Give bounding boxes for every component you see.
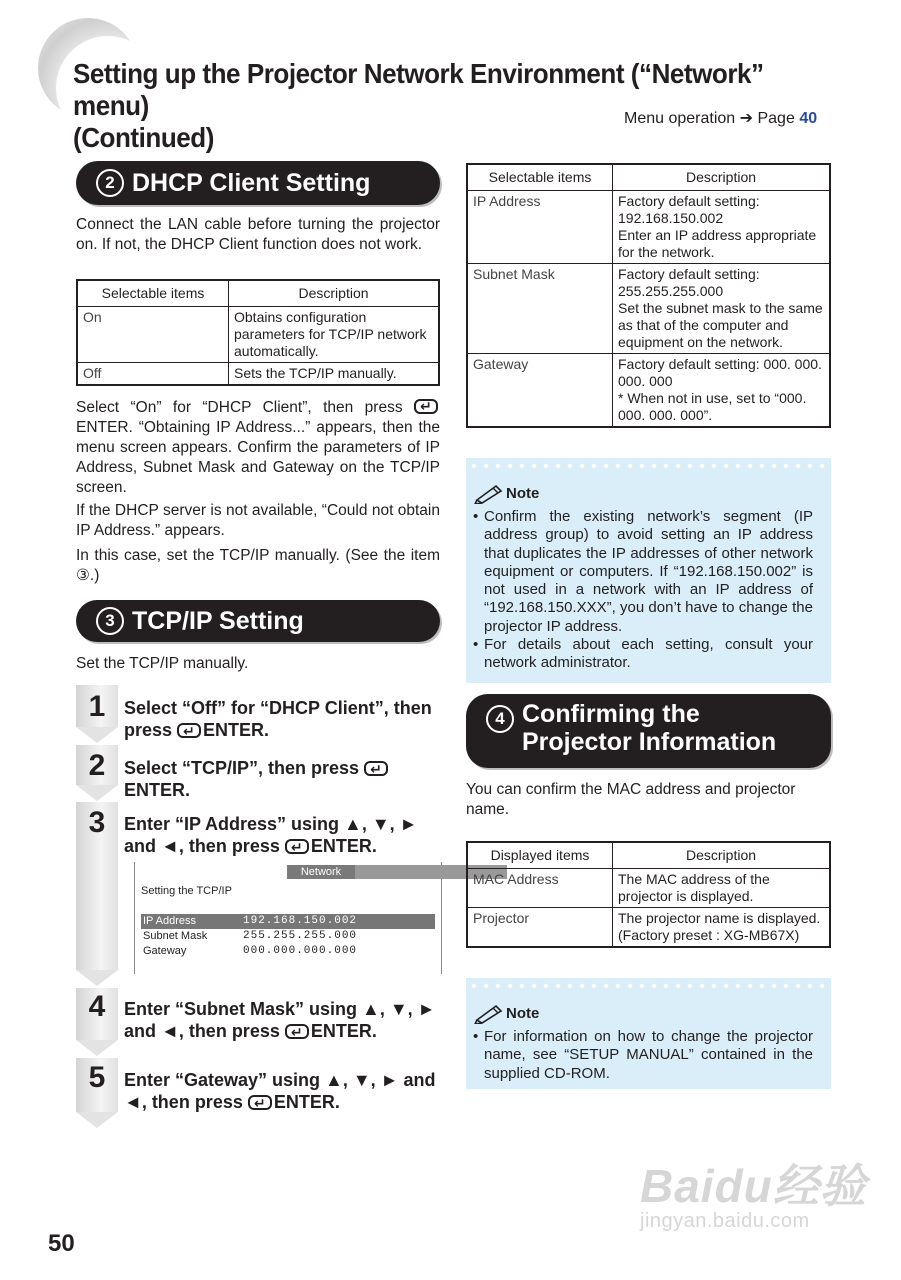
step-text-part: ENTER. [203, 720, 270, 740]
note-box [466, 458, 831, 683]
menu-ref-text: Menu operation ➔ Page [624, 110, 795, 127]
enter-key-icon [285, 1024, 309, 1039]
dhcp-instructions [76, 398, 440, 498]
table-row [467, 264, 830, 354]
dhcp-table [76, 279, 440, 386]
table-header: Selectable items [77, 280, 229, 307]
note-title-text: Note [506, 484, 540, 502]
table-cell-item: Off [77, 363, 229, 386]
note-item: • For details about each setting, consult your network administrator. [484, 636, 813, 673]
menu-row-label: IP Address [143, 915, 196, 927]
table-cell-desc: Obtains configuration parameters for TCP/IP network automatically. [229, 307, 440, 363]
tcpip-items-table [466, 163, 831, 428]
table-header: Description [613, 164, 831, 191]
menu-row-ip-address [141, 914, 435, 929]
step-text-part: Select “TCP/IP”, then press [124, 758, 365, 778]
table-header-row [467, 164, 830, 191]
watermark-logo: Baidu经验 [640, 1160, 867, 1212]
table-header-row [467, 842, 830, 869]
page-title [73, 58, 780, 154]
table-row [467, 354, 830, 428]
enter-key-icon [248, 1095, 272, 1110]
step-arrow-icon [76, 1040, 118, 1056]
step-text-part: Enter “Subnet Mask” using ▲, ▼, ► and ◄, then press [124, 999, 436, 1041]
note-title-text: Note [506, 1004, 540, 1022]
table-cell-item: IP Address [467, 191, 613, 264]
table-header: Selectable items [467, 164, 613, 191]
step-text-part: ENTER. [310, 1021, 377, 1041]
step-text-part: ENTER. [273, 1092, 340, 1112]
note-title [474, 482, 539, 504]
page-number: 50 [48, 1230, 75, 1257]
watermark-url: jingyan.baidu.com [640, 1210, 810, 1232]
section-number-circle: 3 [96, 607, 124, 635]
step-arrow-icon [76, 785, 118, 801]
confirm-intro: You can confirm the MAC address and projector name. [466, 781, 796, 818]
table-cell-item: Gateway [467, 354, 613, 428]
step-number: 1 [88, 690, 106, 723]
table-cell-item: MAC Address [467, 869, 613, 908]
table-row [77, 363, 439, 386]
table-header: Displayed items [467, 842, 613, 869]
table-header: Description [229, 280, 440, 307]
table-row [467, 191, 830, 264]
step-text-part: Enter “Gateway” using ▲, ▼, ► and ◄, then press [124, 1070, 436, 1112]
menu-row-value: 000.000.000.000 [243, 945, 358, 957]
table-cell-item: Projector [467, 908, 613, 948]
dhcp-text-part: ENTER. “Obtaining IP Address...” appears, then the menu screen appears. Confirm the parameters of IP Address, Subnet Mask and Gateway on the TCP/IP screen. [76, 419, 440, 496]
section-heading-text [522, 700, 776, 756]
table-cell-item: On [77, 307, 229, 363]
note-box [466, 978, 831, 1089]
enter-key-icon [414, 399, 438, 414]
note-title [474, 1002, 539, 1024]
menu-row-value: 192.168.150.002 [243, 915, 358, 927]
step-text-part: ENTER. [124, 780, 191, 800]
step-number: 2 [88, 749, 106, 782]
tcpip-intro: Set the TCP/IP manually. [76, 655, 249, 672]
table-header-row [77, 280, 439, 307]
menu-tab-network: Network [287, 865, 355, 879]
table-cell-item: Subnet Mask [467, 264, 613, 354]
section-heading-confirm [466, 694, 831, 768]
section-heading-dhcp [76, 161, 440, 205]
step-arrow-icon [76, 1112, 118, 1128]
confirm-table [466, 841, 831, 948]
dhcp-text-part: Select “On” for “DHCP Client”, then press [76, 399, 414, 416]
menu-screen-subtitle: Setting the TCP/IP [141, 885, 232, 897]
title-line-1: Setting up the Projector Network Environment (“Network” menu) [73, 58, 764, 121]
dhcp-intro: Connect the LAN cable before turning the projector on. If not, the DHCP Client function does not work. [76, 216, 440, 253]
step-text-part: Enter “IP Address” using ▲, ▼, ► and ◄, then press [124, 814, 418, 856]
table-cell-desc: The MAC address of the projector is displayed. [613, 869, 831, 908]
section-heading-tcpip [76, 600, 440, 642]
step-2-text [124, 757, 436, 801]
menu-row-subnet-mask [141, 929, 435, 944]
note-list [472, 1028, 813, 1083]
note-list [472, 508, 813, 673]
title-line-2: (Continued) [73, 122, 214, 153]
heading-line-2: Projector Information [522, 728, 777, 756]
menu-row-label: Gateway [143, 945, 187, 957]
dhcp-unavailable-text: If the DHCP server is not available, “Could not obtain IP Address.” appears. [76, 502, 440, 539]
heading-line-1: Confirming the [522, 700, 700, 728]
menu-row-gateway [141, 944, 435, 959]
step-4-text [124, 998, 436, 1042]
enter-key-icon [177, 723, 201, 738]
pencil-icon [474, 1002, 504, 1024]
step-number: 5 [88, 1061, 106, 1094]
step-5-text [124, 1069, 436, 1113]
table-cell-desc: The projector name is displayed. (Factory preset : XG-MB67X) [613, 908, 831, 948]
step-3-text [124, 813, 436, 857]
table-cell-desc: Factory default setting: 255.255.255.000 Set the subnet mask to the same as that of the computer and equipment on the network. [613, 264, 831, 354]
step-1-text [124, 697, 436, 741]
enter-key-icon [285, 839, 309, 854]
section-number-circle: 4 [486, 705, 514, 733]
table-cell-desc: Factory default setting: 192.168.150.002 Enter an IP address appropriate for the network. [613, 191, 831, 264]
menu-row-label: Subnet Mask [143, 930, 208, 942]
pencil-icon [474, 482, 504, 504]
step-text-part: ENTER. [310, 836, 377, 856]
table-row [467, 869, 830, 908]
section-heading-text: DHCP Client Setting [132, 168, 371, 197]
table-row [467, 908, 830, 948]
section-heading-text: TCP/IP Setting [132, 606, 304, 635]
menu-ref-page-link[interactable]: 40 [799, 110, 818, 127]
menu-row-value: 255.255.255.000 [243, 930, 358, 942]
step-text-part: Select “Off” for “DHCP Client”, then press [124, 698, 432, 740]
menu-reference [624, 108, 817, 128]
tcpip-menu-screen [134, 862, 442, 974]
table-row [77, 307, 439, 363]
table-header: Description [613, 842, 831, 869]
section-number-circle: 2 [96, 169, 124, 197]
dhcp-manual-ref: In this case, set the TCP/IP manually. (See the item ③.) [76, 547, 440, 584]
watermark [640, 1150, 867, 1233]
enter-key-icon [364, 761, 388, 776]
step-arrow-icon [76, 727, 118, 743]
step-arrow-icon [76, 970, 118, 986]
table-cell-desc: Sets the TCP/IP manually. [229, 363, 440, 386]
note-item: • Confirm the existing network’s segment (IP address group) to avoid setting an IP address that duplicates the IP addresses of other network equipment or computers. If “192.168.150.002” is not used in a network with an IP address of “192.168.150.XXX”, you don’t have to change the projector IP address. [484, 508, 813, 636]
step-number: 4 [88, 990, 106, 1023]
step-number: 3 [88, 806, 106, 839]
note-item: • For information on how to change the projector name, see “SETUP MANUAL” contained in the supplied CD-ROM. [484, 1028, 813, 1083]
table-cell-desc: Factory default setting: 000. 000. 000. 000 * When not in use, set to “000. 000. 000. 000”. [613, 354, 831, 428]
